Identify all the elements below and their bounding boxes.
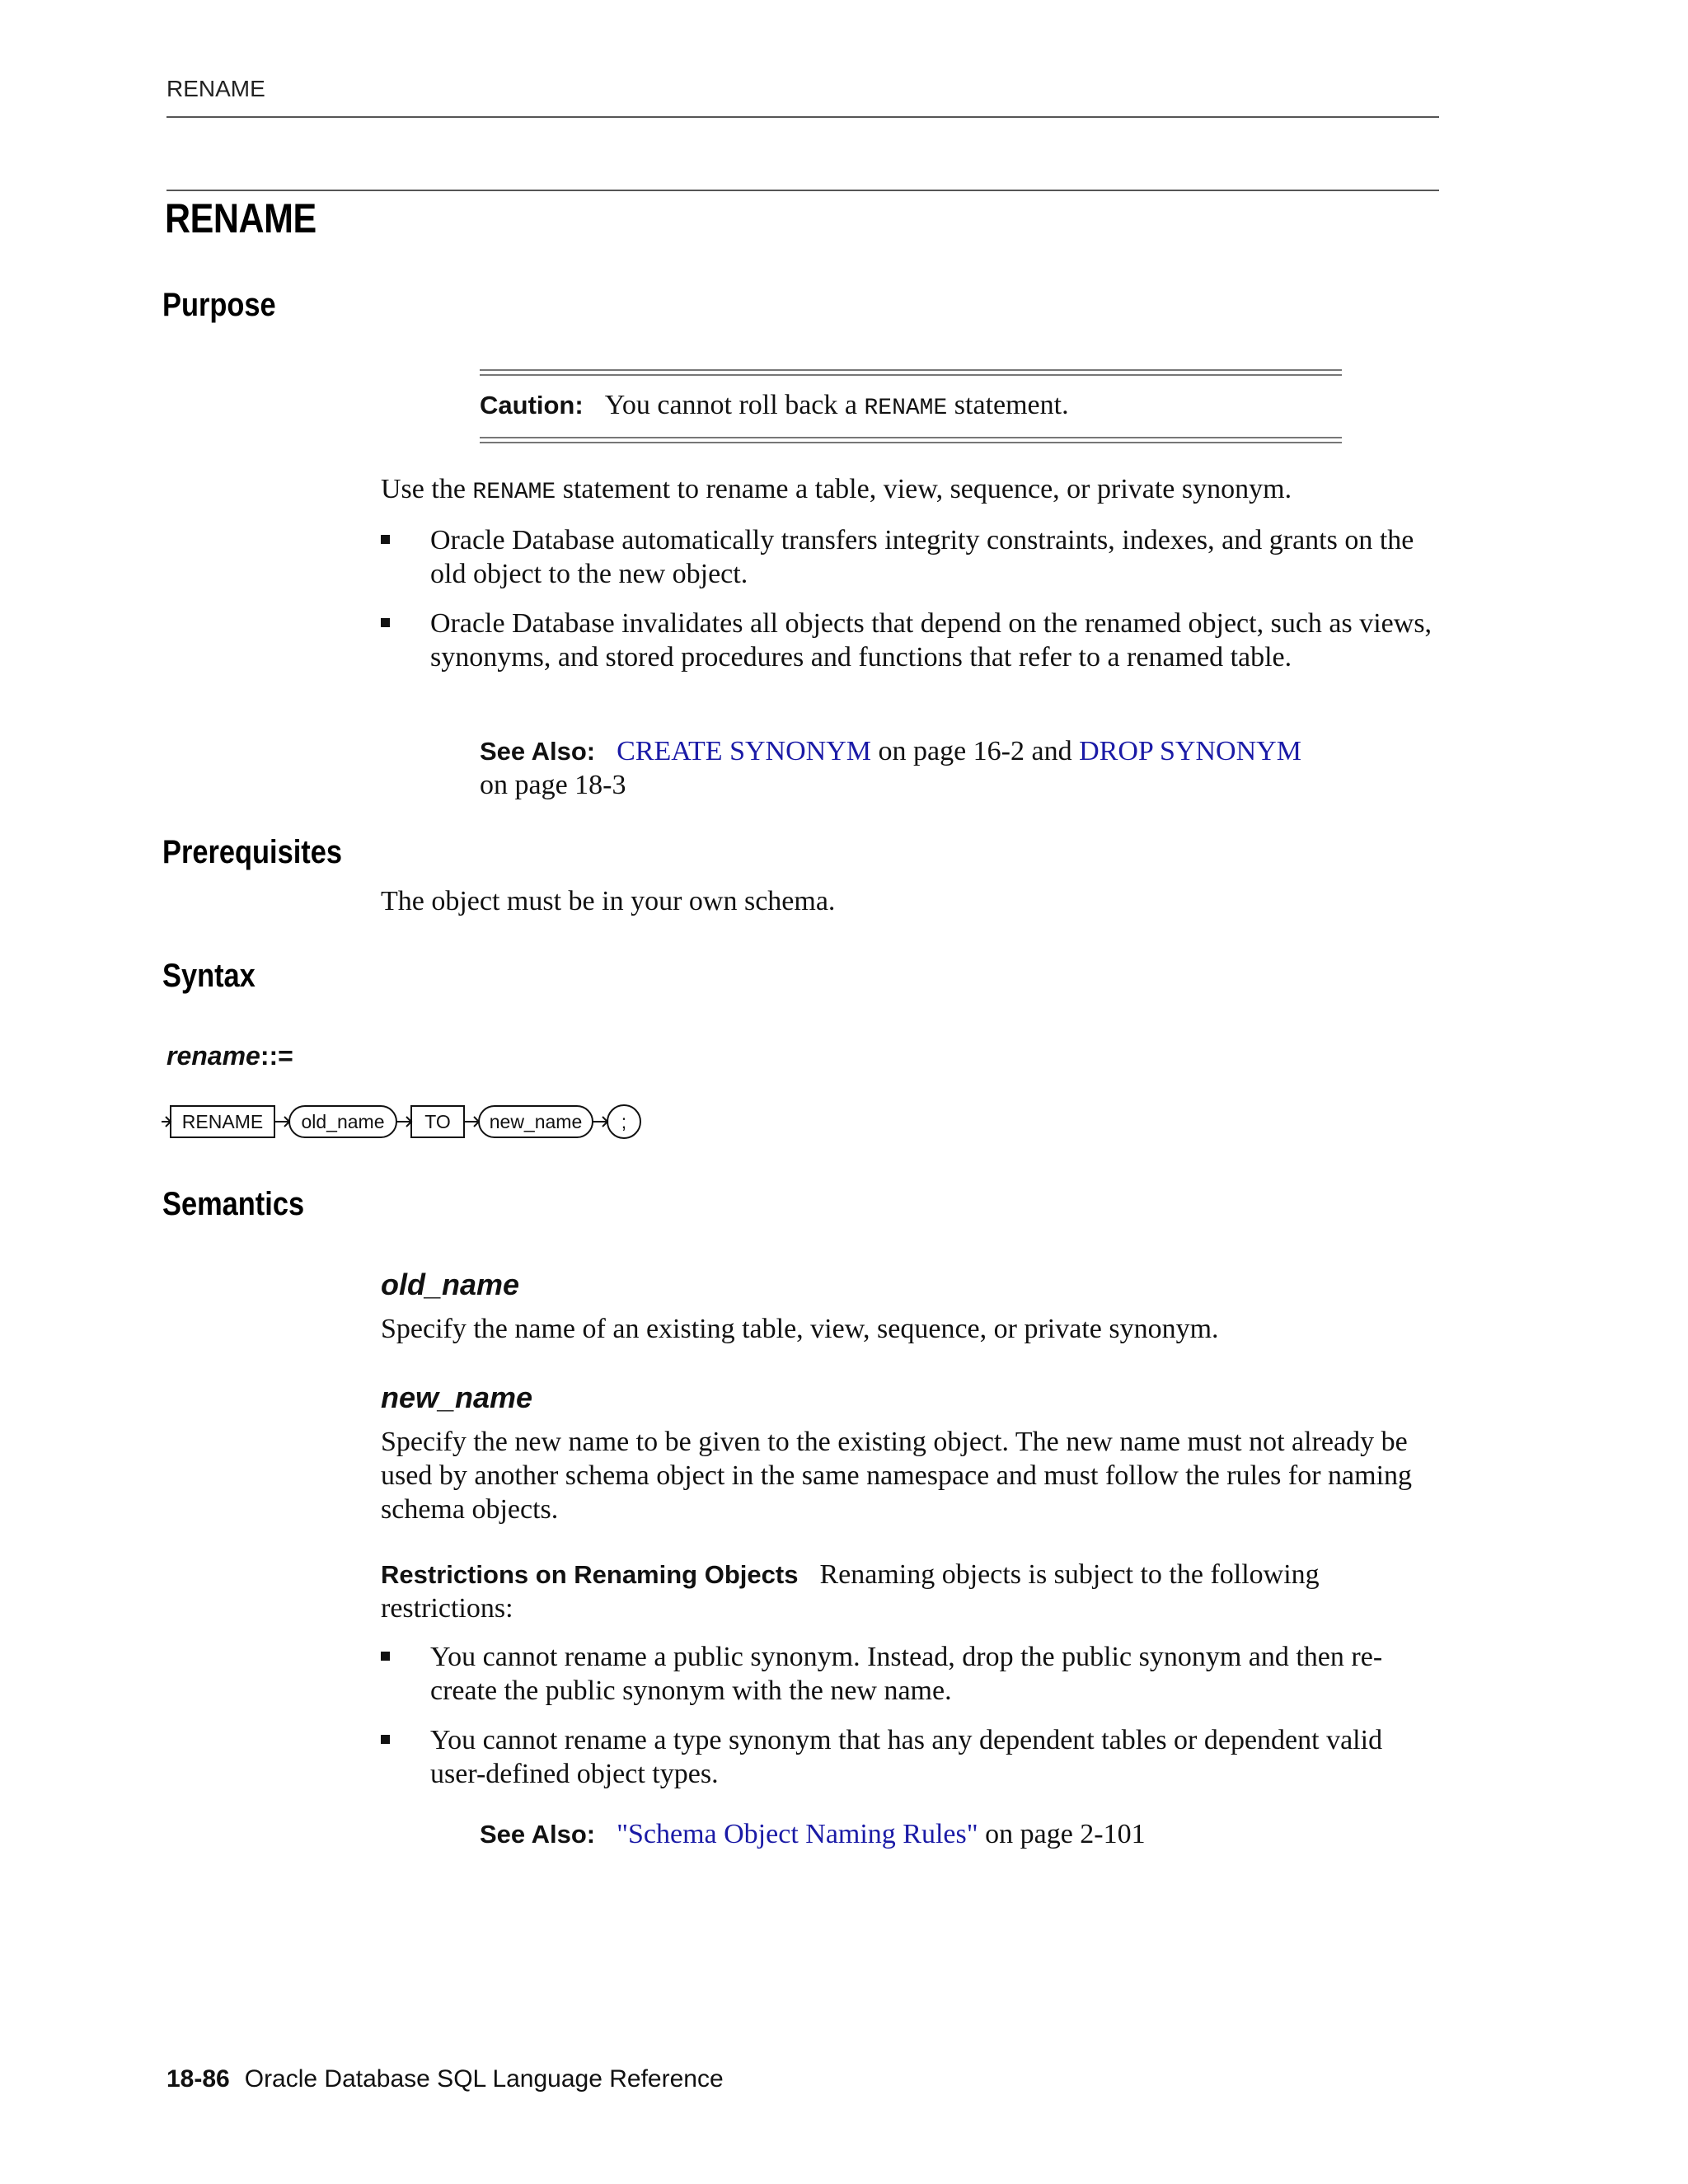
- token-new-name: new_name: [489, 1111, 583, 1132]
- intro-text-before: Use the: [381, 474, 466, 504]
- caution-note: [480, 369, 1342, 443]
- create-synonym-link[interactable]: CREATE SYNONYM: [617, 736, 871, 766]
- purpose-bullets: [381, 523, 1444, 690]
- prerequisites-text: The object must be in your own schema.: [381, 886, 836, 916]
- restrictions-label: Restrictions on Renaming Objects: [381, 1560, 799, 1589]
- drop-synonym-link[interactable]: DROP SYNONYM: [1079, 736, 1301, 766]
- book-title: Oracle Database SQL Language Reference: [244, 2065, 724, 2093]
- see-also-label: See Also:: [480, 1820, 596, 1849]
- new-name-description: Specify the new name to be given to the existing object. The new name must not already be used by another schema object in the same namespace and must follow the rules for naming schema objects.: [381, 1427, 1413, 1525]
- semantics-heading: Semantics: [162, 1186, 305, 1222]
- see-also-label: See Also:: [480, 737, 596, 766]
- semantics-see-also: See Also: "Schema Object Naming Rules" on page 2-101: [480, 1819, 1146, 1849]
- list-item: Oracle Database automatically transfers integrity constraints, indexes, and grants on the old object to the new object.: [381, 523, 1444, 591]
- syntax-heading: Syntax: [162, 958, 256, 994]
- token-old-name: old_name: [301, 1111, 385, 1132]
- syntax-railroad-diagram: [162, 1099, 656, 1151]
- token-to: TO: [424, 1111, 451, 1132]
- caution-label: Caution:: [480, 391, 584, 419]
- purpose-intro: [381, 472, 1444, 509]
- header-rule: [166, 116, 1439, 118]
- page-number: 18-86: [166, 2065, 230, 2093]
- caution-code: RENAME: [864, 396, 948, 421]
- intro-code: RENAME: [472, 480, 556, 505]
- bullet-icon: [381, 618, 390, 627]
- caution-bottom-rule: [480, 437, 1342, 443]
- title-rule: [166, 190, 1439, 191]
- restrictions-text: Renaming objects is subject to the following restrictions:: [381, 1559, 1320, 1624]
- syntax-label: [166, 1041, 293, 1071]
- restrictions-bullets: [381, 1640, 1444, 1807]
- purpose-heading: Purpose: [162, 287, 276, 323]
- intro-text-after: statement to rename a table, view, sequence, or private synonym.: [562, 474, 1292, 504]
- syntax-name: rename: [166, 1041, 260, 1071]
- running-header: RENAME: [166, 76, 265, 101]
- token-rename: RENAME: [181, 1111, 264, 1132]
- new-name-term: new_name: [381, 1380, 533, 1414]
- bullet-icon: [381, 1735, 390, 1744]
- caution-top-rule: [480, 369, 1342, 376]
- old-name-description: Specify the name of an existing table, view, sequence, or private synonym.: [381, 1314, 1219, 1344]
- naming-rules-link[interactable]: "Schema Object Naming Rules": [617, 1819, 978, 1849]
- restrictions-paragraph: [381, 1558, 1444, 1625]
- bullet-icon: [381, 1652, 390, 1661]
- old-name-term: old_name: [381, 1268, 520, 1301]
- caution-text-after: statement.: [954, 390, 1069, 420]
- page-footer: [166, 2065, 724, 2093]
- list-item: You cannot rename a public synonym. Instead, drop the public synonym and then re-create the public synonym with the new name.: [381, 1640, 1444, 1708]
- prerequisites-heading: Prerequisites: [162, 834, 342, 870]
- caution-text-before: You cannot roll back a: [604, 390, 857, 420]
- bullet-icon: [381, 535, 390, 544]
- page-title: RENAME: [165, 195, 316, 241]
- list-item: You cannot rename a type synonym that has any dependent tables or dependent valid user-defined object types.: [381, 1723, 1444, 1791]
- syntax-operator: ::=: [260, 1041, 293, 1071]
- token-terminator: ;: [621, 1111, 627, 1132]
- list-item: Oracle Database invalidates all objects that depend on the renamed object, such as views, synonyms, and stored procedures and functions that refer to a renamed table.: [381, 607, 1444, 674]
- purpose-see-also: See Also: CREATE SYNONYM on page 16-2 and DROP SYNONYM on page 18-3: [480, 736, 1301, 800]
